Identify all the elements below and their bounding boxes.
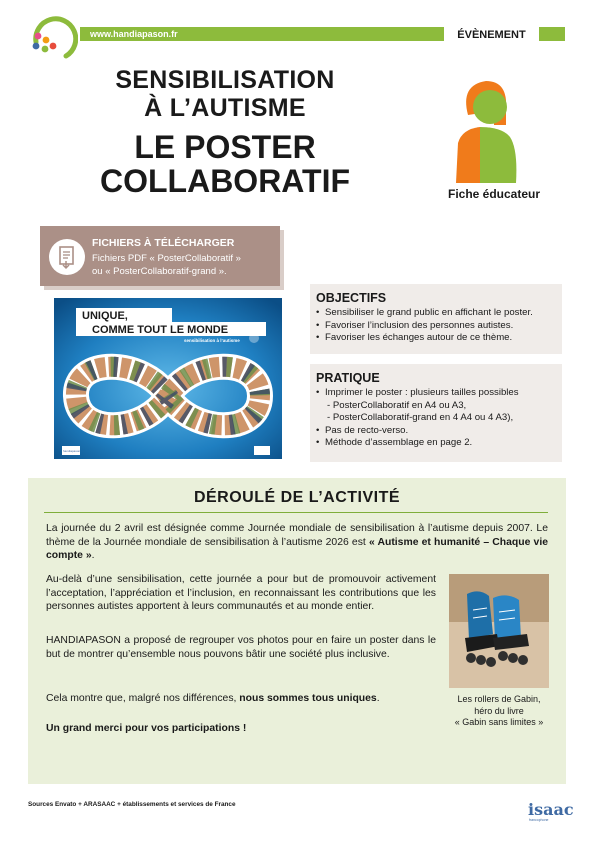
paragraph-text: Un grand merci pour vos participations !	[46, 723, 247, 734]
download-files	[92, 252, 241, 278]
poster-tagline: sensibilisation à l’autisme	[184, 338, 240, 343]
unique-highlight: nous sommes tous uniques	[239, 693, 377, 704]
isaac-logo-subtitle: francophone	[529, 818, 549, 822]
caption-line-2: héro du livre	[474, 705, 524, 716]
list-item: • Pas de recto-verso.	[316, 425, 519, 438]
objectives-box	[310, 284, 562, 354]
poster-logo: handiapason	[63, 449, 81, 453]
activity-title: DÉROULÉ DE L’ACTIVITÉ	[193, 489, 401, 506]
handiapason-logo	[26, 12, 78, 64]
objectives-list	[316, 307, 533, 345]
download-title: FICHIERS À TÉLÉCHARGER	[92, 237, 235, 249]
download-file-2[interactable]: ou « PosterCollaboratif-grand ».	[92, 266, 227, 277]
paragraph-end: .	[91, 550, 95, 562]
paragraph-text: Au-delà d’une sensibilisation, cette journée a pour but de promouvoir activement l’acceptation, l’appréciation et l’inclusion, en reconnaissant les contributions que les personnes autistes apportent à leurs communautés et au monde entier.	[46, 574, 436, 613]
list-subitem: - PosterCollaboratif-grand en 4 A4 ou 4 A3),	[327, 412, 514, 424]
site-url[interactable]: www.handiapason.fr	[90, 29, 178, 39]
paragraph-end: .	[376, 693, 380, 704]
practical-box	[310, 364, 562, 462]
paragraph-text: La journée du 2 avril est désignée comme Journée mondiale de sensibilisation à l’autisme depuis 2007. Le thème de la Journée mondiale de sensibilisation à l’autisme 2026 est	[46, 523, 548, 548]
poster-headline-1: UNIQUE,	[82, 310, 128, 322]
activity-paragraph-2	[46, 573, 436, 614]
list-subitem: - PosterCollaboratif en A4 ou A3,	[327, 399, 467, 411]
page-title	[40, 66, 410, 198]
poster-headline-2: COMME TOUT LE MONDE	[92, 324, 229, 336]
theme-highlight: « Autisme et humanité – Chaque vie compte »	[46, 536, 548, 562]
activity-paragraph-1	[46, 522, 548, 563]
objectives-title: OBJECTIFS	[316, 291, 387, 305]
file-download-icon	[49, 239, 85, 275]
list-item: • Méthode d’assemblage en page 2.	[316, 437, 519, 450]
sources-note: Sources Envato + ARASAAC + établissements et services de France	[28, 801, 236, 808]
title-divider	[44, 512, 548, 513]
activity-paragraph-4	[46, 692, 436, 706]
title-line-1: SENSIBILISATION	[115, 66, 335, 94]
title-line-2: À L’AUTISME	[144, 94, 306, 122]
practical-list	[316, 387, 519, 450]
title-line-4: COLLABORATIF	[99, 163, 351, 199]
list-item: • Favoriser l’inclusion des personnes autistes.	[316, 320, 533, 333]
photo-caption	[440, 694, 558, 729]
isaac-logo: isaac	[528, 800, 574, 819]
category-tab: ÉVÈNEMENT	[444, 24, 539, 44]
list-item: • Sensibiliser le grand public en affichant le poster.	[316, 307, 533, 320]
educator-person-icon	[450, 75, 522, 183]
practical-title: PRATIQUE	[316, 371, 380, 385]
caption-line-1: Les rollers de Gabin,	[457, 694, 541, 704]
title-line-3: LE POSTER	[134, 129, 316, 165]
paragraph-text: Cela montre que, malgré nos différences,	[46, 693, 240, 704]
caption-line-3: « Gabin sans limites »	[454, 717, 544, 727]
list-item: • Imprimer le poster : plusieurs tailles possibles	[316, 387, 519, 400]
list-item: • Favoriser les échanges autour de ce thème.	[316, 332, 533, 345]
fiche-educateur-label: Fiche éducateur	[447, 187, 541, 201]
paragraph-text: HANDIAPASON a proposé de regrouper vos photos pour en faire un poster dans le but de montrer qu’ensemble nous pouvons bâtir une société plus inclusive.	[46, 635, 436, 660]
poster-preview-image	[54, 298, 282, 459]
activity-thanks	[46, 722, 436, 736]
rollers-photo	[449, 574, 549, 688]
download-file-1[interactable]: Fichiers PDF « PosterCollaboratif »	[92, 253, 241, 264]
activity-paragraph-3	[46, 634, 436, 661]
